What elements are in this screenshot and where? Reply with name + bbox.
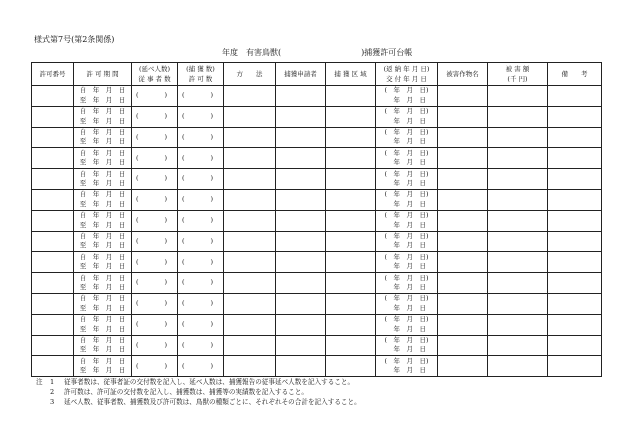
cell-permit-period: 自 年 月 日 至 年 月 日 [74, 189, 132, 210]
cell-remarks [548, 273, 602, 294]
cell-date: ( 年 月 日) 年 月 日 [376, 314, 438, 335]
cell-applicant [276, 335, 326, 356]
cell-workers: ( ) [132, 356, 178, 377]
cell-workers: ( ) [132, 86, 178, 107]
cell-workers: ( ) [132, 335, 178, 356]
header-damage: 被 害 額 (千 円) [488, 63, 548, 86]
cell-crop [438, 293, 488, 314]
cell-permit-no [32, 210, 74, 231]
cell-method [224, 189, 276, 210]
cell-permit-no [32, 314, 74, 335]
cell-crop [438, 148, 488, 169]
table-row [32, 148, 602, 169]
cell-workers: ( ) [132, 293, 178, 314]
cell-permit-no [32, 86, 74, 107]
cell-applicant [276, 86, 326, 107]
cell-area [326, 169, 376, 190]
cell-area [326, 314, 376, 335]
cell-area [326, 189, 376, 210]
cell-workers: ( ) [132, 314, 178, 335]
cell-crop [438, 169, 488, 190]
cell-workers: ( ) [132, 273, 178, 294]
cell-permit-period: 自 年 月 日 至 年 月 日 [74, 169, 132, 190]
cell-permit-period: 自 年 月 日 至 年 月 日 [74, 293, 132, 314]
cell-permit-no [32, 148, 74, 169]
table-row [32, 293, 602, 314]
table-row [32, 169, 602, 190]
cell-remarks [548, 148, 602, 169]
header-remarks: 備 考 [548, 63, 602, 86]
cell-area [326, 252, 376, 273]
cell-permit-period: 自 年 月 日 至 年 月 日 [74, 231, 132, 252]
cell-workers: ( ) [132, 169, 178, 190]
header-workers: (延べ人数) 従 事 者 数 [132, 63, 178, 86]
cell-applicant [276, 189, 326, 210]
note-item [36, 388, 361, 398]
cell-permit-no [32, 356, 74, 377]
cell-permit-period: 自 年 月 日 至 年 月 日 [74, 273, 132, 294]
cell-permits: ( ) [178, 314, 224, 335]
cell-permit-no [32, 231, 74, 252]
cell-date: ( 年 月 日) 年 月 日 [376, 231, 438, 252]
cell-damage [488, 273, 548, 294]
cell-method [224, 335, 276, 356]
cell-crop [438, 86, 488, 107]
cell-permit-period: 自 年 月 日 至 年 月 日 [74, 86, 132, 107]
header-row [32, 63, 602, 86]
cell-permit-no [32, 127, 74, 148]
cell-damage [488, 293, 548, 314]
cell-remarks [548, 252, 602, 273]
note-text: 従事者数は、従事者証の交付数を記入し、延べ人数は、捕獲報告の従事延べ人数を記入すること。 [64, 378, 355, 386]
cell-date: ( 年 月 日) 年 月 日 [376, 293, 438, 314]
cell-workers: ( ) [132, 231, 178, 252]
cell-permit-no [32, 273, 74, 294]
cell-method [224, 273, 276, 294]
cell-method [224, 127, 276, 148]
cell-area [326, 335, 376, 356]
cell-permit-no [32, 106, 74, 127]
cell-crop [438, 127, 488, 148]
table-row [32, 127, 602, 148]
cell-applicant [276, 356, 326, 377]
cell-area [326, 106, 376, 127]
cell-remarks [548, 189, 602, 210]
cell-permit-period: 自 年 月 日 至 年 月 日 [74, 106, 132, 127]
cell-applicant [276, 252, 326, 273]
cell-permits: ( ) [178, 169, 224, 190]
cell-crop [438, 356, 488, 377]
cell-workers: ( ) [132, 189, 178, 210]
cell-method [224, 210, 276, 231]
table-row [32, 335, 602, 356]
cell-crop [438, 210, 488, 231]
cell-damage [488, 231, 548, 252]
cell-date: ( 年 月 日) 年 月 日 [376, 127, 438, 148]
table-row [32, 314, 602, 335]
table-row [32, 189, 602, 210]
cell-permits: ( ) [178, 273, 224, 294]
cell-damage [488, 252, 548, 273]
form-number: 様式第7号(第2条関係) [34, 35, 115, 44]
cell-permit-no [32, 169, 74, 190]
cell-crop [438, 231, 488, 252]
cell-permit-period: 自 年 月 日 至 年 月 日 [74, 252, 132, 273]
cell-damage [488, 106, 548, 127]
cell-permits: ( ) [178, 148, 224, 169]
cell-applicant [276, 127, 326, 148]
header-applicant: 捕獲申請者 [276, 63, 326, 86]
cell-applicant [276, 273, 326, 294]
cell-applicant [276, 148, 326, 169]
cell-method [224, 86, 276, 107]
cell-permit-period: 自 年 月 日 至 年 月 日 [74, 335, 132, 356]
cell-damage [488, 148, 548, 169]
cell-method [224, 106, 276, 127]
cell-method [224, 356, 276, 377]
table-row [32, 210, 602, 231]
cell-method [224, 293, 276, 314]
note-item [36, 398, 361, 408]
cell-applicant [276, 106, 326, 127]
header-area: 捕 獲 区 域 [326, 63, 376, 86]
note-text: 許可数は、許可証の交付数を記入し、捕獲数は、捕獲等の実績数を記入すること。 [64, 387, 308, 396]
cell-permits: ( ) [178, 293, 224, 314]
cell-crop [438, 335, 488, 356]
cell-date: ( 年 月 日) 年 月 日 [376, 210, 438, 231]
note-item [36, 378, 361, 388]
cell-workers: ( ) [132, 127, 178, 148]
cell-date: ( 年 月 日) 年 月 日 [376, 335, 438, 356]
cell-permits: ( ) [178, 189, 224, 210]
cell-applicant [276, 169, 326, 190]
table-row [32, 273, 602, 294]
header-method: 方 法 [224, 63, 276, 86]
cell-permit-no [32, 189, 74, 210]
cell-damage [488, 86, 548, 107]
note-number: 2 [50, 387, 55, 396]
cell-crop [438, 106, 488, 127]
header-permit-period: 許 可 期 間 [74, 63, 132, 86]
cell-method [224, 314, 276, 335]
cell-date: ( 年 月 日) 年 月 日 [376, 106, 438, 127]
cell-date: ( 年 月 日) 年 月 日 [376, 169, 438, 190]
header-crop: 被害作物名 [438, 63, 488, 86]
note-number: 3 [50, 397, 55, 406]
note-lead: 注 [36, 378, 43, 386]
cell-method [224, 148, 276, 169]
cell-remarks [548, 106, 602, 127]
cell-remarks [548, 356, 602, 377]
cell-area [326, 148, 376, 169]
cell-applicant [276, 293, 326, 314]
cell-applicant [276, 210, 326, 231]
cell-remarks [548, 231, 602, 252]
table-row [32, 86, 602, 107]
cell-method [224, 252, 276, 273]
cell-remarks [548, 314, 602, 335]
cell-workers: ( ) [132, 148, 178, 169]
cell-remarks [548, 86, 602, 107]
note-text: 延べ人数、従事者数、捕獲数及び許可数は、鳥獣の種類ごとに、それぞれその合計を記入すること。 [64, 397, 361, 406]
cell-damage [488, 210, 548, 231]
cell-damage [488, 127, 548, 148]
cell-date: ( 年 月 日) 年 月 日 [376, 148, 438, 169]
cell-area [326, 273, 376, 294]
cell-area [326, 231, 376, 252]
cell-applicant [276, 231, 326, 252]
cell-permits: ( ) [178, 210, 224, 231]
cell-area [326, 86, 376, 107]
cell-workers: ( ) [132, 210, 178, 231]
cell-crop [438, 314, 488, 335]
cell-damage [488, 169, 548, 190]
cell-permit-period: 自 年 月 日 至 年 月 日 [74, 127, 132, 148]
cell-crop [438, 189, 488, 210]
cell-crop [438, 252, 488, 273]
cell-date: ( 年 月 日) 年 月 日 [376, 356, 438, 377]
header-permits: (捕 獲 数) 許 可 数 [178, 63, 224, 86]
cell-method [224, 169, 276, 190]
cell-workers: ( ) [132, 106, 178, 127]
cell-remarks [548, 293, 602, 314]
cell-permits: ( ) [178, 335, 224, 356]
cell-date: ( 年 月 日) 年 月 日 [376, 189, 438, 210]
cell-workers: ( ) [132, 252, 178, 273]
cell-date: ( 年 月 日) 年 月 日 [376, 273, 438, 294]
cell-method [224, 231, 276, 252]
cell-remarks [548, 335, 602, 356]
table-row [32, 252, 602, 273]
note-number: 1 [50, 378, 55, 386]
cell-area [326, 127, 376, 148]
cell-permit-period: 自 年 月 日 至 年 月 日 [74, 210, 132, 231]
cell-crop [438, 273, 488, 294]
permit-ledger-table [31, 62, 602, 377]
cell-damage [488, 189, 548, 210]
table-row [32, 356, 602, 377]
cell-damage [488, 335, 548, 356]
cell-date: ( 年 月 日) 年 月 日 [376, 86, 438, 107]
cell-permits: ( ) [178, 127, 224, 148]
cell-area [326, 356, 376, 377]
cell-remarks [548, 169, 602, 190]
cell-permits: ( ) [178, 106, 224, 127]
notes [36, 378, 361, 407]
cell-permits: ( ) [178, 86, 224, 107]
cell-permit-no [32, 335, 74, 356]
cell-permits: ( ) [178, 252, 224, 273]
header-permit-no: 許可番号 [32, 63, 74, 86]
cell-area [326, 293, 376, 314]
cell-permits: ( ) [178, 356, 224, 377]
cell-permit-no [32, 252, 74, 273]
header-date: (返 納 年 月 日) 交 付 年 月 日 [376, 63, 438, 86]
cell-remarks [548, 210, 602, 231]
cell-remarks [548, 127, 602, 148]
cell-permit-period: 自 年 月 日 至 年 月 日 [74, 148, 132, 169]
cell-permit-no [32, 293, 74, 314]
cell-permits: ( ) [178, 231, 224, 252]
cell-damage [488, 314, 548, 335]
cell-permit-period: 自 年 月 日 至 年 月 日 [74, 356, 132, 377]
cell-area [326, 210, 376, 231]
ledger-title: 年度 有害鳥獣( )捕獲許可台帳 [222, 48, 413, 57]
cell-date: ( 年 月 日) 年 月 日 [376, 252, 438, 273]
cell-applicant [276, 314, 326, 335]
table-row [32, 106, 602, 127]
cell-permit-period: 自 年 月 日 至 年 月 日 [74, 314, 132, 335]
table-row [32, 231, 602, 252]
cell-damage [488, 356, 548, 377]
